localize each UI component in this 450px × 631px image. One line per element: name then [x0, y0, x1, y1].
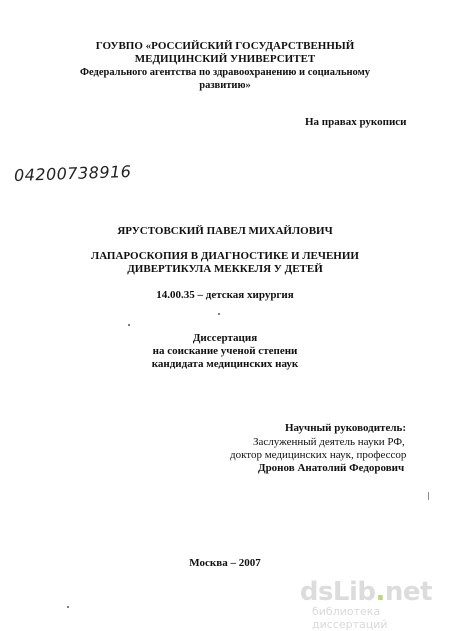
supervisor-name: Дронов Анатолий Федорович [258, 462, 405, 474]
watermark-caption: библиотека диссертаций [312, 605, 388, 631]
watermark [299, 575, 442, 631]
agency-line-2: развитию» [199, 80, 251, 91]
scan-speck [218, 313, 220, 315]
scan-speck [428, 492, 429, 500]
supervisor-heading: Научный руководитель: [285, 422, 406, 434]
degree-line-2: на соискание ученой степени [152, 345, 298, 357]
scan-speck [128, 324, 130, 326]
scan-speck [67, 606, 69, 608]
rights-note: На правах рукописи [305, 116, 407, 128]
title-line-2: ДИВЕРТИКУЛА МЕККЕЛЯ У ДЕТЕЙ [127, 263, 323, 275]
degree-line-1: Диссертация [192, 332, 258, 344]
place-year: Москва – 2007 [189, 557, 261, 569]
supervisor-title-1: Заслуженный деятель науки РФ, [253, 436, 405, 448]
specialty: 14.00.35 – детская хирургия [156, 289, 294, 301]
institution-line-2: МЕДИЦИНСКИЙ УНИВЕРСИТЕТ [134, 53, 316, 65]
supervisor-title-2: доктор медицинских наук, профессор [230, 449, 407, 461]
agency-line-1: Федерального агентства по здравоохранению и социальному [79, 67, 371, 78]
watermark-logo: dsLib.net [299, 577, 432, 607]
author-name: ЯРУСТОВСКИЙ ПАВЕЛ МИХАЙЛОВИЧ [117, 225, 333, 237]
title-line-1: ЛАПАРОСКОПИЯ В ДИАГНОСТИКЕ И ЛЕЧЕНИИ [91, 250, 359, 262]
institution-line-1: ГОУВПО «РОССИЙСКИЙ ГОСУДАРСТВЕННЫЙ [95, 40, 355, 52]
handwritten-stamp-number: 04200738916 [13, 161, 132, 185]
degree-line-3: кандидата медицинских наук [151, 358, 299, 370]
